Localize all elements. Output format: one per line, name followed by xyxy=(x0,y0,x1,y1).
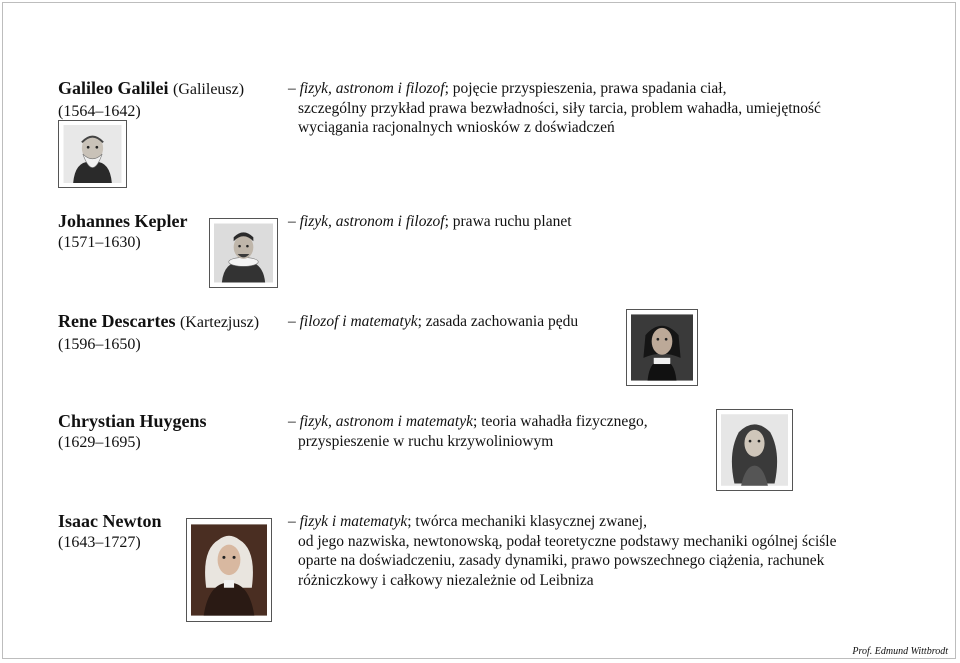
footer-author: Prof. Edmund Wittbrodt xyxy=(852,646,948,657)
desc-galileo: – fizyk, astronom i filozof; pojęcie przyspieszenia, prawa spadania ciał, szczególny przykład prawa bezwładności, siły tarcia, problem wahadła, umiejętność wyciągania racjonalnych wniosków z doświadczeń xyxy=(288,80,821,136)
scientist-kepler xyxy=(58,210,188,254)
scientist-name: Isaac Newton xyxy=(58,511,162,531)
long-hair-portrait-icon xyxy=(191,523,267,617)
scientist-name: Galileo Galilei (Galileusz) xyxy=(58,78,245,98)
portrait-huygens xyxy=(716,409,793,491)
portrait-newton xyxy=(186,518,272,622)
scientist-years: (1564–1642) xyxy=(58,103,141,120)
ruff-collar-portrait-icon xyxy=(214,223,273,283)
portrait-descartes xyxy=(626,309,698,386)
scientist-name: Rene Descartes (Kartezjusz) xyxy=(58,311,260,331)
desc-kepler: – fizyk, astronom i filozof; prawa ruchu planet xyxy=(288,213,572,230)
desc-descartes: – filozof i matematyk; zasada zachowania pędu xyxy=(288,313,579,330)
scientist-newton xyxy=(58,510,162,554)
portrait-galileo xyxy=(58,120,127,188)
desc-huygens: – fizyk, astronom i matematyk; teoria wahadła fizycznego, przyspieszenie w ruchu krzywoliniowym xyxy=(288,413,648,450)
scientist-years: (1571–1630) xyxy=(58,234,141,251)
scientist-huygens xyxy=(58,410,207,454)
scientist-years: (1629–1695) xyxy=(58,434,141,451)
scientist-years: (1643–1727) xyxy=(58,534,141,551)
portrait-kepler xyxy=(209,218,278,288)
curly-wig-portrait-icon xyxy=(721,414,788,486)
scientist-name: Chrystian Huygens xyxy=(58,411,207,431)
desc-newton: – fizyk i matematyk; twórca mechaniki klasycznej zwanej, od jego nazwiska, newtonowską, podał teoretyczne podstawy mechaniki ogólnej ściśle oparte na doświadczeniu, zasady dynamiki, prawo powszechnego ciążenia, rachunek różniczkowy i całkowy niezależnie od Leibniza xyxy=(288,513,837,589)
scientist-descartes xyxy=(58,310,259,356)
scientist-name: Johannes Kepler xyxy=(58,211,188,231)
dark-painted-portrait-icon xyxy=(631,314,693,381)
scientist-galileo xyxy=(58,77,244,123)
bearded-man-portrait-icon xyxy=(63,125,122,183)
scientist-years: (1596–1650) xyxy=(58,336,141,353)
